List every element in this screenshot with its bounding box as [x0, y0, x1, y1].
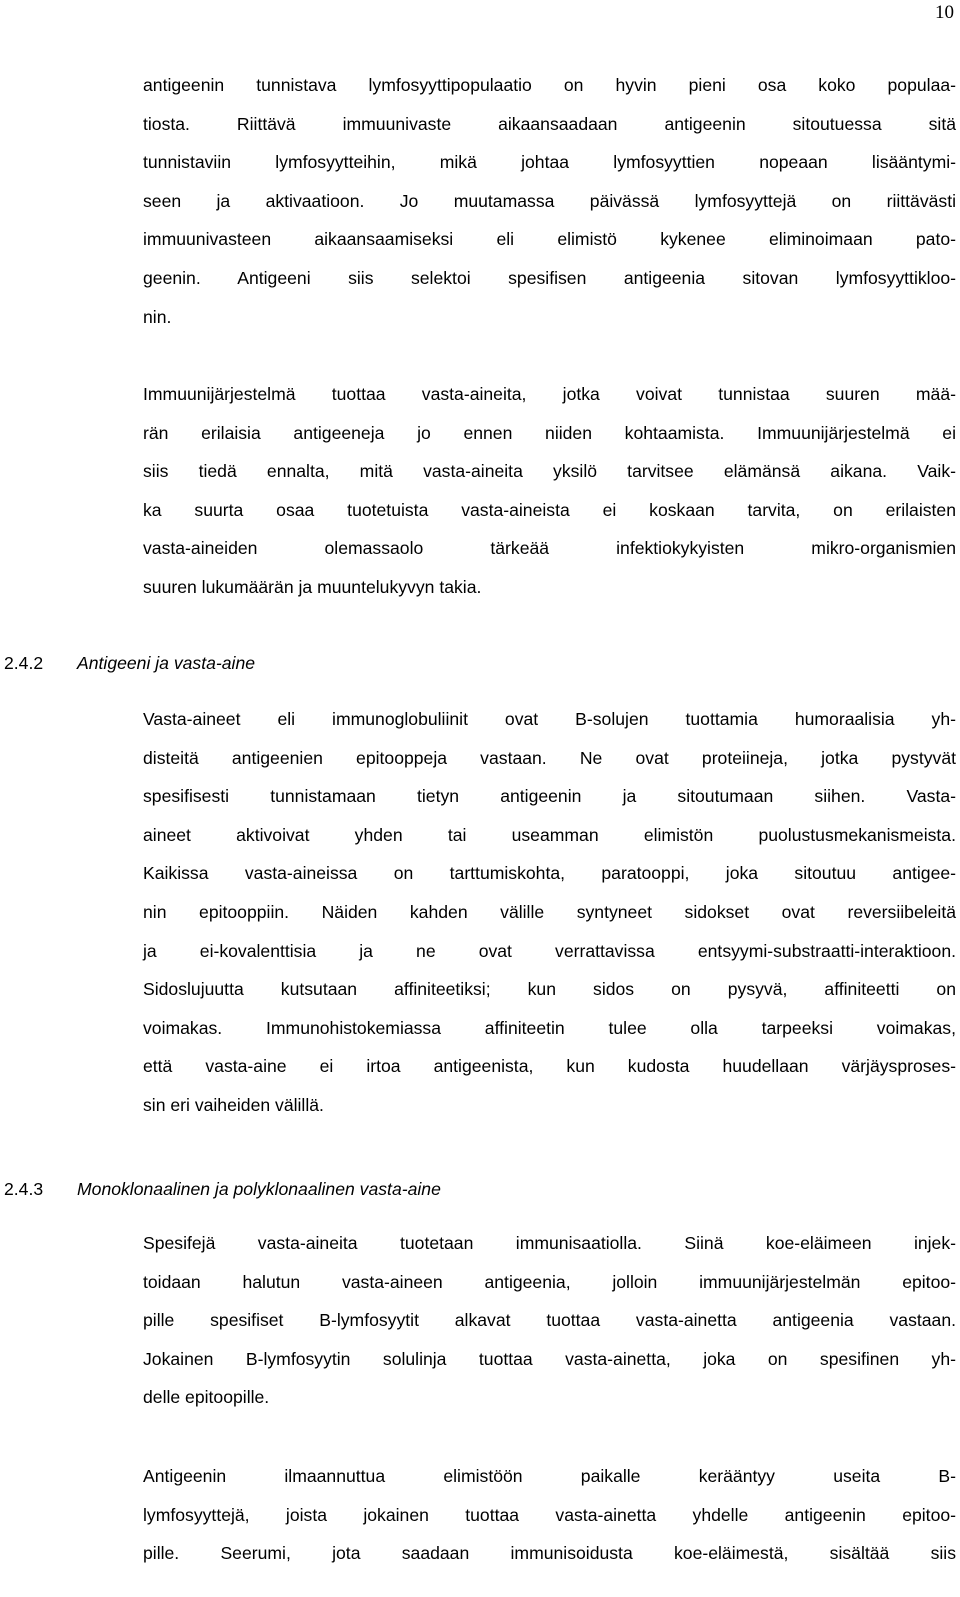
text-line: lymfosyyttejä, joista jokainen tuottaa vasta-ainetta yhdelle antigeenin epitoo-	[143, 1504, 956, 1525]
text-line: Antigeenin ilmaannuttua elimistöön paikalle kerääntyy useita B-	[143, 1466, 956, 1486]
section-heading-2-4-2	[4, 651, 255, 675]
text-line: Vasta-aineet eli immunoglobuliinit ovat B-solujen tuottamia humoraalisia yh-	[143, 709, 956, 729]
section-title: Monoklonaalinen ja polyklonaalinen vasta-aine	[77, 1179, 441, 1199]
text-line: geenin. Antigeeni siis selektoi spesifisen antigeenia sitovan lymfosyyttikloo-	[143, 267, 956, 288]
section-title: Antigeeni ja vasta-aine	[77, 653, 256, 673]
text-line: delle epitoopille.	[143, 1387, 270, 1408]
text-line: ja ei-kovalenttisia ja ne ovat verrattavissa entsyymi-substraatti-interaktioon.	[143, 940, 956, 961]
text-line: Sidoslujuutta kutsutaan affiniteetiksi; kun sidos on pysyvä, affiniteetti on	[143, 979, 956, 1000]
text-line: Jokainen B-lymfosyytin solulinja tuottaa vasta-ainetta, joka on spesifinen yh-	[143, 1348, 956, 1369]
text-line: immuunivasteen aikaansaamiseksi eli elimistö kykenee eliminoimaan pato-	[143, 229, 956, 250]
text-line: tiosta. Riittävä immuunivaste aikaansaadaan antigeenin sitoutuessa sitä	[143, 113, 956, 134]
page-number: 10	[935, 2, 954, 23]
text-line: antigeenin tunnistava lymfosyyttipopulaatio on hyvin pieni osa koko populaa-	[143, 75, 956, 95]
section-heading-2-4-3	[4, 1177, 441, 1201]
text-line: spesifisesti tunnistamaan tietyn antigeenin ja sitoutumaan siihen. Vasta-	[143, 786, 956, 807]
text-line: tunnistaviin lymfosyytteihin, mikä johtaa lymfosyyttien nopeaan lisääntymi-	[143, 152, 956, 173]
paragraph-1	[143, 66, 956, 336]
text-line: rän erilaisia antigeeneja jo ennen niiden kohtaamista. Immuunijärjestelmä ei	[143, 422, 956, 443]
text-line: pille. Seerumi, jota saadaan immunisoidusta koe-eläimestä, sisältää siis	[143, 1543, 956, 1564]
text-line: Kaikissa vasta-aineissa on tarttumiskohta, paratooppi, joka sitoutuu antigee-	[143, 863, 956, 884]
text-line: siis tiedä ennalta, mitä vasta-aineita yksilö tarvitsee elämänsä aikana. Vaik-	[143, 461, 956, 482]
text-line: pille spesifiset B-lymfosyytit alkavat tuottaa vasta-ainetta antigeenia vastaan.	[143, 1310, 956, 1331]
text-line: vasta-aineiden olemassaolo tärkeää infektiokykyisten mikro-organismien	[143, 538, 956, 559]
paragraph-2	[143, 375, 956, 607]
text-line: Spesifejä vasta-aineita tuotetaan immunisaatiolla. Siinä koe-eläimeen injek-	[143, 1233, 956, 1253]
paragraph-3	[143, 700, 956, 1125]
paragraph-4	[143, 1224, 956, 1417]
text-line: Immuunijärjestelmä tuottaa vasta-aineita, jotka voivat tunnistaa suuren mää-	[143, 384, 956, 404]
text-line: nin epitooppiin. Näiden kahden välille syntyneet sidokset ovat reversiibeleitä	[143, 901, 956, 922]
text-line: voimakas. Immunohistokemiassa affiniteetin tulee olla tarpeeksi voimakas,	[143, 1017, 956, 1038]
text-line: nin.	[143, 306, 172, 327]
text-line: suuren lukumäärän ja muuntelukyvyn takia.	[143, 576, 482, 597]
section-number: 2.4.3	[4, 1179, 44, 1199]
text-line: disteitä antigeenien epitooppeja vastaan. Ne ovat proteiineja, jotka pystyvät	[143, 747, 956, 768]
text-line: sin eri vaiheiden välillä.	[143, 1094, 324, 1115]
text-line: toidaan halutun vasta-aineen antigeenia, jolloin immuunijärjestelmän epitoo-	[143, 1271, 956, 1292]
text-line: ka suurta osaa tuotetuista vasta-aineista ei koskaan tarvita, on erilaisten	[143, 499, 956, 520]
text-line: aineet aktivoivat yhden tai useamman elimistön puolustusmekanismeista.	[143, 824, 956, 845]
text-line: seen ja aktivaatioon. Jo muutamassa päivässä lymfosyyttejä on riittävästi	[143, 190, 956, 211]
section-number: 2.4.2	[4, 653, 44, 673]
paragraph-5	[143, 1457, 956, 1573]
text-line: että vasta-aine ei irtoa antigeenista, kun kudosta huudellaan värjäysproses-	[143, 1056, 956, 1077]
